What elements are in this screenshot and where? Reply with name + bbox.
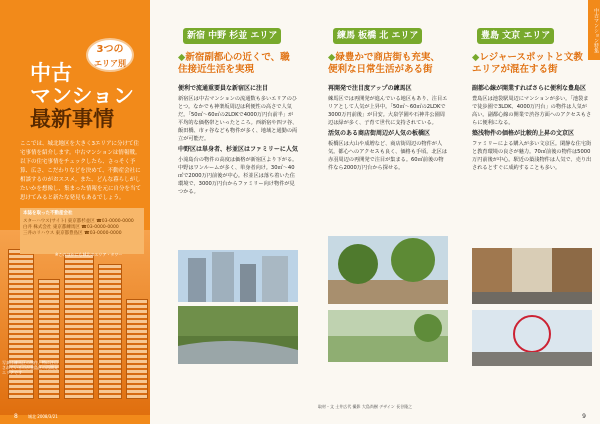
area-suffix: エリア [523, 31, 551, 41]
subheading: 便利で流通重要員な新宿区に注目 [178, 85, 269, 92]
tower-building [64, 234, 94, 399]
shopping-street-image [472, 248, 592, 304]
area-lead: ◆緑豊かで商店街も充実、便利な日常生活がある街 [328, 52, 440, 75]
tower-building [126, 299, 148, 399]
area-column-shinjuku [168, 0, 298, 424]
photo-caption: ※このほかにも城北のエリア・タワー [55, 252, 123, 257]
amusement-photo [472, 310, 592, 366]
area-names: 新宿 中野 杉並 [187, 31, 248, 41]
photo-note: 写真は練馬区の物件。特に注目されているのが豊島区の再開発エリアです [2, 360, 58, 375]
lead-text: レジャースポットと文教エリアが混在する街 [472, 52, 583, 75]
agency-box [20, 208, 144, 254]
paragraph: 新宿区は中古マンションの流通数も多いエリアのひとつ。なかでも神楽坂周辺は利便性の高さで人気だ。「50㎡〜60㎡の2LDKで4000万円台前半」が平均的な価格帯といったところ。西新宿や四ツ谷、飯田橋、市ヶ谷なども物件が多く、地域と通勤の両立が可能だ。 [178, 96, 298, 142]
area-column-toshima [462, 0, 592, 424]
area-label [183, 28, 281, 44]
section-tab: 中古マンション特集 [588, 0, 600, 60]
subheading: 築浅物件の価格が比較的上昇の文京区 [472, 130, 575, 137]
river-park-photo [328, 310, 448, 362]
paragraph: 豊島区は池袋駅周辺にマンションが多い。「池袋まで徒歩圏で3LDK、4000万円台」の物件は人気が高い。副都心線の開業で渋谷方面へのアクセスもさらに便利になる。 [472, 96, 592, 126]
shopping-street-photo [472, 248, 592, 304]
area-column-nerima [318, 0, 448, 424]
subheading: 中野区は単身者、杉並区はファミリーに人気 [178, 146, 298, 153]
subheading: 活気のある商店街周辺が人気の板橋区 [328, 130, 431, 137]
intro-text: ここでは、城北地区を大きく3エリアに分けて住宅事情を紹介します。中古マンションは情報戦。以下の住宅事情をチェックしたら、さっそく予算、広さ、こだわりなどを決めて、不動産会社に相談するのがおススメ。また、どんな暮らしがしたいかを想像し、集まった情報を元に自分を当て思けてみると新たな発見もあるでしょう。 [20, 141, 142, 201]
paragraph: 板橋区は大山や成増など、商店街周辺の物件が人気。都心へのアクセスも良く、価格も手頃。北区は赤羽周辺の再開発で注目が集まる。60㎡前後の物件なら2000万円台から探せる。 [328, 141, 448, 171]
area-names: 練馬 板橋 北 [337, 31, 389, 41]
area-header [462, 22, 592, 54]
area-header [318, 22, 448, 54]
river-photo [328, 310, 448, 362]
park-photo [178, 306, 298, 364]
area-label [333, 28, 422, 44]
lead-text: 新宿副都心の近くで、職住接近生活を実現 [178, 52, 290, 75]
title-line-3: 最新事情 [30, 107, 114, 131]
agency-line: 白井 株式会社 東京都練馬区 ☎03-0000-0000 [23, 225, 119, 230]
area-lead: ◆レジャースポットと文教エリアが混在する街 [472, 52, 583, 75]
subheading: 再開発で注目度アップの練馬区 [328, 85, 412, 92]
feature-cover-panel [0, 0, 150, 424]
page-number-right: 9 [582, 413, 586, 420]
street-photo [328, 236, 448, 304]
feature-title [30, 62, 134, 131]
tower-building [98, 264, 122, 399]
title-line-2: マンション [30, 84, 135, 108]
tower-building [8, 249, 34, 399]
paragraph: 練馬区では再開発が進んでいる地区もあり、注目エリアとして人気が上昇中。「50㎡〜60㎡の2LDKで3000万円前後」が目安。大泉学園や石神井公園周辺は緑が多く、子育て世代に支持されている。 [328, 96, 448, 126]
agency-line: スターハウス(サイト) 東京都杉並区 ☎03-0000-0000 [23, 219, 134, 224]
paragraph: 小滝島台の物件の高度は価格が新宿区より下がる。中野はワンルームが多く、単身者向け。30㎡〜40㎡で2000万円前後が中心。杉並区は落ち着いた住環境で、3000万円台からファミリー向け物件が見つかる。 [178, 157, 298, 195]
credit-line: 取材・文 土井広代 撮影 大島尚樹 デザイン 長谷隆之 [318, 404, 413, 409]
city-photo [178, 250, 298, 302]
highrise-photo [178, 250, 298, 302]
ferris-wheel-photo [472, 310, 592, 366]
area-suffix: エリア [391, 31, 419, 41]
area-lead: ◆新宿副都心の近くで、職住接近生活を実現 [178, 52, 290, 75]
area-suffix: エリア [250, 31, 278, 41]
lead-text: 緑豊かで商店街も充実、便利な日常生活がある街 [328, 52, 440, 75]
title-line-1: 中古 [30, 61, 72, 85]
tower-building [38, 279, 60, 399]
tree-street-photo [328, 236, 448, 304]
subheading: 副都心線が開業すればさらに便利な豊島区 [472, 85, 587, 92]
area-label [477, 28, 554, 44]
agency-line: 三井のリハウス 東京都豊島区 ☎03-0000-0000 [23, 231, 122, 236]
badge-text: エリア別 [94, 59, 126, 68]
article-body [472, 82, 592, 172]
badge-number: 3つの [96, 44, 124, 55]
page-number-left: 8 [14, 413, 18, 420]
area-header [168, 22, 298, 54]
article-body [328, 82, 448, 172]
area-names: 豊島 文京 [481, 31, 521, 41]
paragraph: ファミリーによる購入が多い文京区。閑静な住宅街と教育環境の良さが魅力。70㎡前後の物件は5000万円前後が中心。駅近の築浅物件は人気で、売り出されるとすぐに成約することも多い。 [472, 141, 592, 171]
article-body [178, 82, 298, 196]
agency-heading: 本誌を取った不動産会社 [23, 211, 73, 216]
footer-left: 城北 2008/3/21 [28, 414, 58, 419]
park-photo-image [178, 306, 298, 364]
